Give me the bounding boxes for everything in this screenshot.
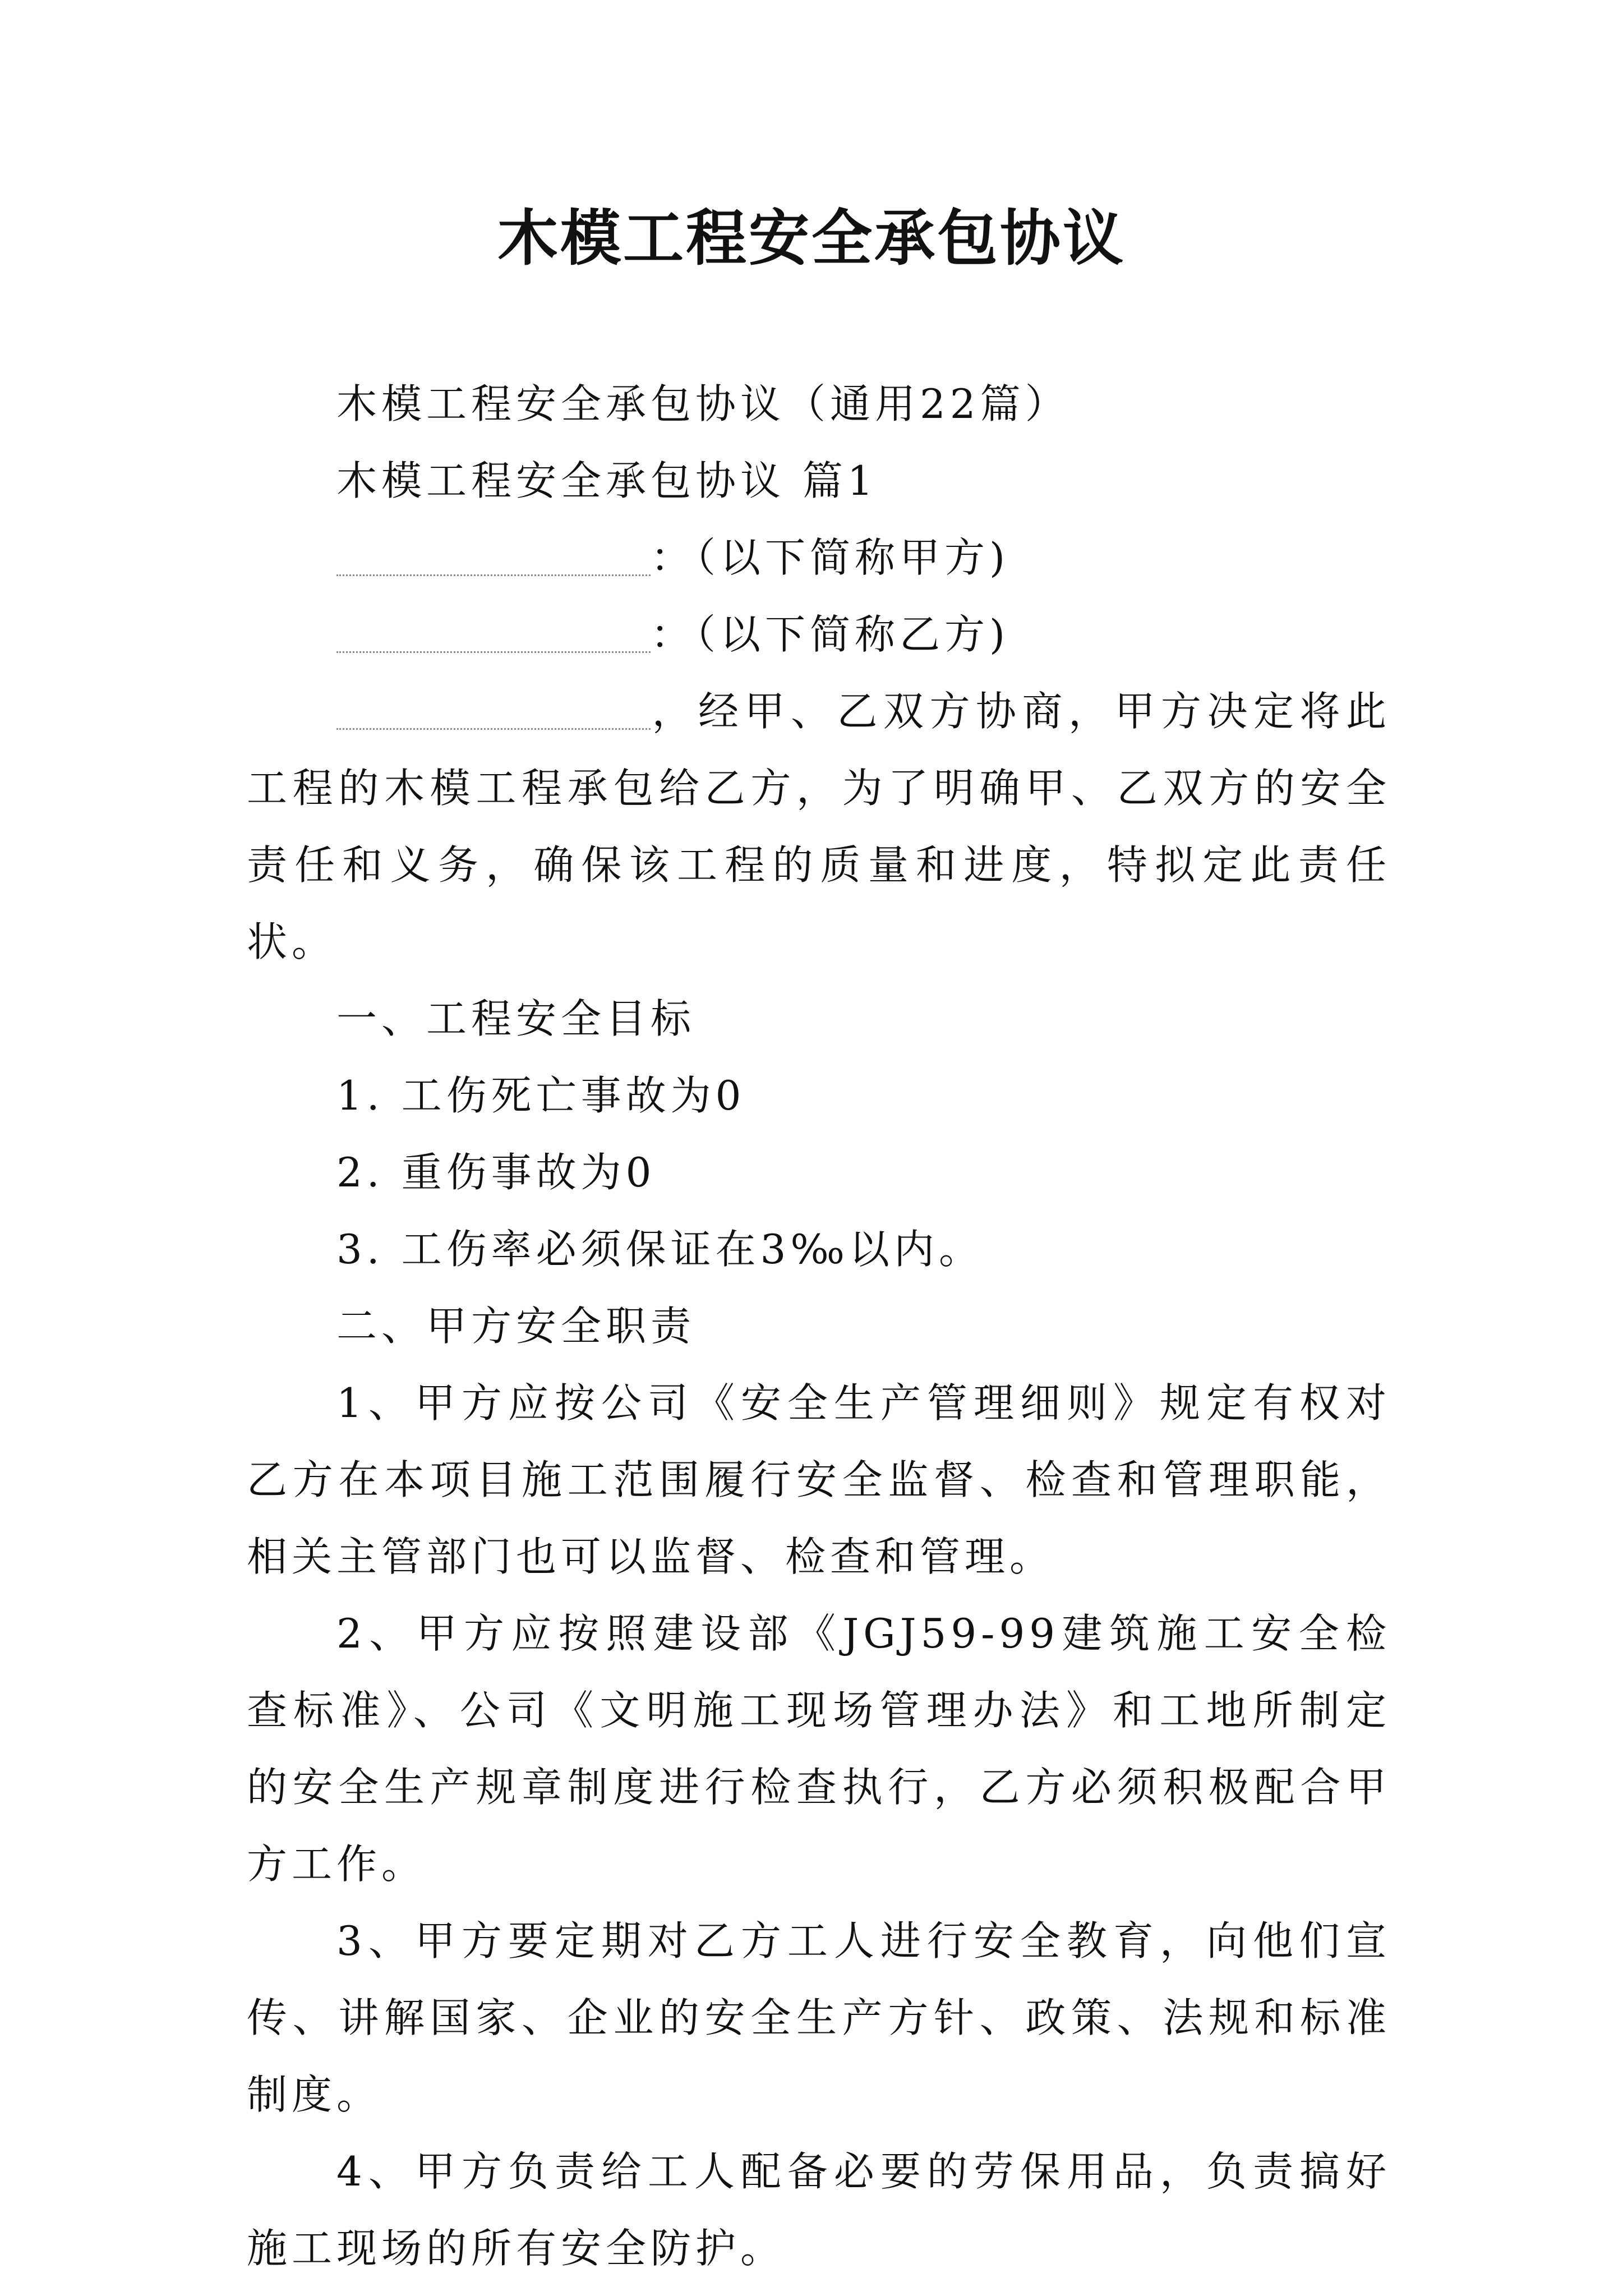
- fill-in-blank[interactable]: [336, 678, 651, 730]
- paragraph-text: 1. 工伤死亡事故为0: [336, 1072, 746, 1119]
- document-body: [247, 366, 1391, 2287]
- paragraph-text: 一、工程安全目标: [336, 995, 696, 1042]
- paragraph: [247, 1595, 1391, 1903]
- paragraph-text: ：（以下简称甲方): [651, 534, 1010, 581]
- paragraph: [247, 2133, 1391, 2287]
- paragraph: [247, 1903, 1391, 2133]
- party-b-line: [247, 596, 1391, 673]
- fill-in-blank[interactable]: [336, 601, 651, 653]
- fill-in-blank[interactable]: [336, 524, 651, 576]
- section-heading: [247, 981, 1391, 1057]
- paragraph-text: ：（以下简称乙方): [651, 611, 1010, 658]
- paragraph-text: 4、甲方负责给工人配备必要的劳保用品，负责搞好施工现场的所有安全防护。: [247, 2148, 1391, 2272]
- paragraph: [247, 1365, 1391, 1595]
- paragraph-text: 3. 工伤率必须保证在3‰以内。: [336, 1226, 984, 1273]
- paragraph: [247, 443, 1391, 519]
- paragraph-text: 3、甲方要定期对乙方工人进行安全教育，向他们宣传、讲解国家、企业的安全生产方针、政策、法规和标准制度。: [247, 1917, 1391, 2118]
- paragraph-text: 2. 重伤事故为0: [336, 1149, 656, 1196]
- party-a-line: [247, 519, 1391, 596]
- paragraph-text: ，经甲、乙双方协商，甲方决定将此工程的木模工程承包给乙方，为了明确甲、乙双方的安全责任和义务，确保该工程的质量和进度，特拟定此责任状。: [247, 688, 1391, 965]
- paragraph-text: 木模工程安全承包协议 篇1: [336, 457, 878, 504]
- list-item: [247, 1134, 1391, 1211]
- paragraph-text: 1、甲方应按公司《安全生产管理细则》规定有权对乙方在本项目施工范围履行安全监督、检查和管理职能，相关主管部门也可以监督、检查和管理。: [247, 1379, 1391, 1580]
- paragraph-text: 2、甲方应按照建设部《JGJ59-99建筑施工安全检查标准》、公司《文明施工现场管理办法》和工地所制定的安全生产规章制度进行检查执行，乙方必须积极配合甲方工作。: [247, 1610, 1391, 1888]
- document-title: 木模工程安全承包协议: [497, 203, 1126, 274]
- list-item: [247, 1211, 1391, 1288]
- list-item: [247, 1057, 1391, 1134]
- paragraph: [247, 366, 1391, 443]
- paragraph-text: 木模工程安全承包协议（通用22篇）: [336, 380, 1070, 427]
- paragraph-text: 二、甲方安全职责: [336, 1303, 696, 1350]
- paragraph: [247, 673, 1391, 981]
- section-heading: [247, 1288, 1391, 1365]
